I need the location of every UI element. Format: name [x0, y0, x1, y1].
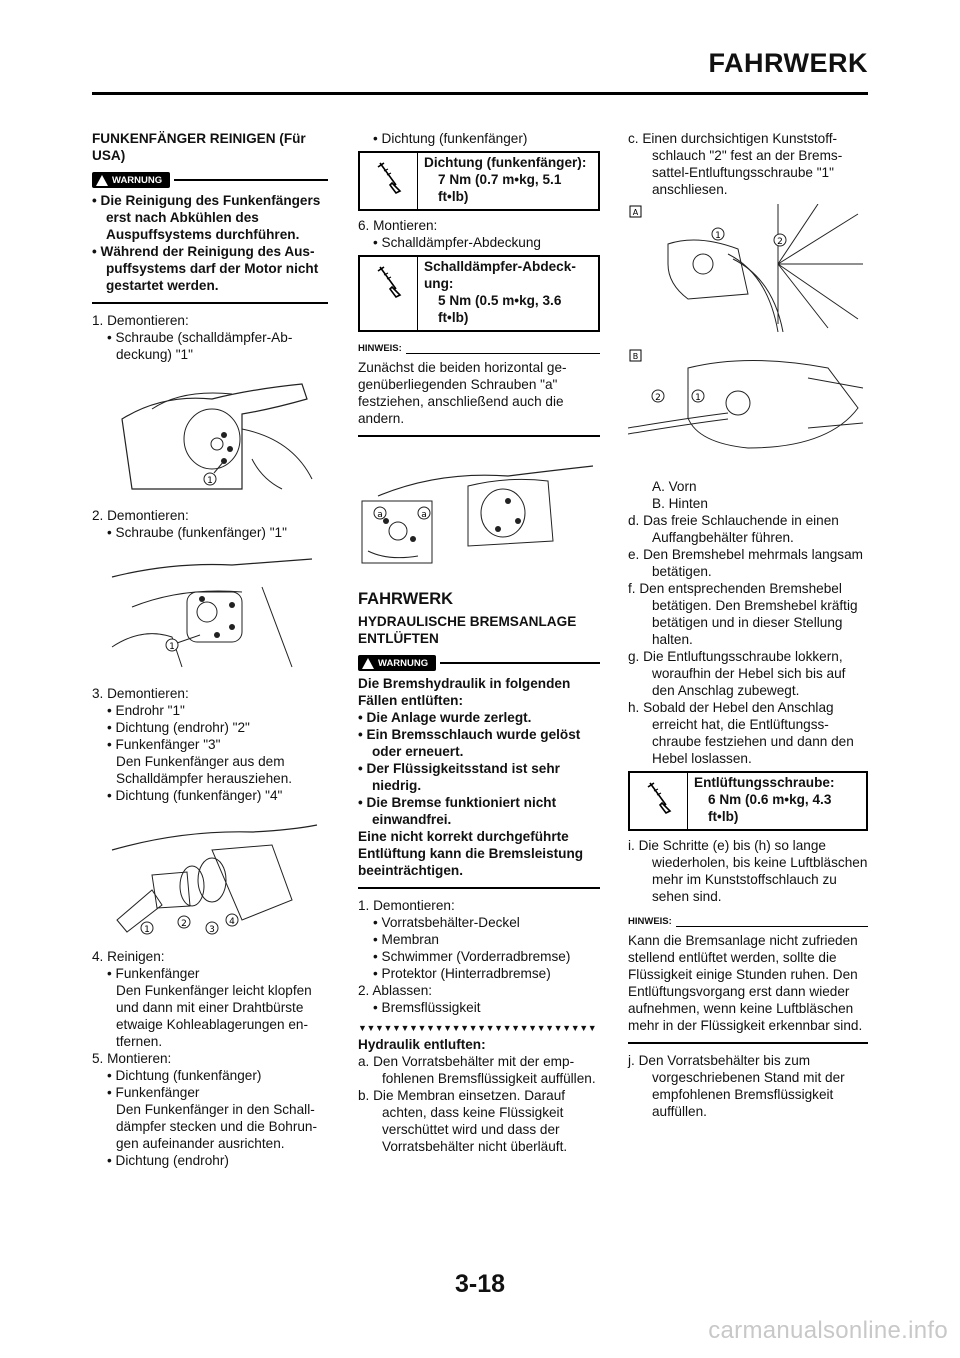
- figure-callout: 4: [229, 917, 235, 927]
- step-5-note: Den Funkenfänger in den Schalldämpfer stecken und die Bohrungen aufeinander ausrichten.: [116, 1102, 318, 1151]
- step-1: 1. Demontieren:: [92, 313, 189, 328]
- figure-spark-arrester-exploded: [92, 810, 328, 938]
- step-1: 1. Demontieren:: [358, 898, 455, 913]
- step-1-item: • Schraube (schalldämpfer-Abdeckung) "1": [107, 330, 293, 362]
- figure-callout: 1: [169, 642, 175, 652]
- figure-callout: 1: [207, 476, 213, 486]
- spec-title: Entlüftungsschraube:: [694, 775, 835, 790]
- torque-spec-box: [628, 771, 868, 831]
- figure-front-brake-caliper: [628, 204, 868, 332]
- figure-muffler-cover-screw: [92, 369, 328, 497]
- warning-triangle-icon: [96, 175, 108, 186]
- step-d: d. Das freie Schlauchende in einen Auffangbehälter führen.: [628, 513, 839, 545]
- warning-badge: [358, 655, 436, 671]
- step-5: 5. Montieren:: [92, 1051, 172, 1066]
- figure-callout: 2: [181, 919, 187, 929]
- note-header: [628, 913, 868, 930]
- step-6-item: • Schalldämpfer-Abdeckung: [373, 235, 541, 250]
- step-2: 2. Demontieren:: [92, 508, 189, 523]
- header-rule: [92, 92, 868, 95]
- figure-rear-brake-caliper: [628, 348, 868, 468]
- step-3-item: • Dichtung (endrohr) "2": [107, 720, 250, 735]
- torque-wrench-icon: [360, 257, 418, 330]
- spec-title: Schalldämpfer-Abdeckung:: [424, 259, 576, 291]
- step-5-item: • Dichtung (funkenfänger): [107, 1068, 262, 1083]
- warning-end-rule: [358, 887, 600, 889]
- torque-spec-box: [358, 151, 600, 211]
- page-number: 3-18: [454, 1270, 506, 1298]
- legend-front: A. Vorn: [652, 479, 697, 494]
- section-heading-chassis: FAHRWERK: [358, 590, 454, 608]
- note-header: [358, 340, 600, 357]
- warning-intro: Die Bremshydraulik in folgenden Fällen entlüften:: [358, 676, 571, 708]
- note-label: HINWEIS:: [358, 343, 402, 354]
- warning-triangle-icon: [362, 658, 374, 669]
- warning-label: WARNUNG: [378, 657, 429, 669]
- figure-callout: 2: [777, 237, 783, 247]
- warning-rule: [174, 179, 328, 181]
- step-5-item: • Dichtung (endrohr): [107, 1153, 229, 1168]
- torque-wrench-icon: [630, 773, 688, 829]
- step-6: 6. Montieren:: [358, 218, 438, 233]
- figure-callout: a: [377, 510, 383, 520]
- note-rule: [406, 353, 600, 355]
- figure-label-b: B: [632, 352, 639, 361]
- note-label: HINWEIS:: [628, 916, 672, 927]
- warning-header: [358, 655, 600, 671]
- step-3-item: • Funkenfänger "3": [107, 737, 221, 752]
- warning-item: • Die Anlage wurde zerlegt.: [358, 710, 532, 725]
- step-f: f. Den entsprechenden Bremshebel betätigen. Den Bremshebel kräftig betätigen und in dieser Stellung halten.: [628, 581, 858, 647]
- step-5-item: • Funkenfänger: [107, 1085, 200, 1100]
- warning-item: • Die Reinigung des Funkenfängers erst nach Abkühlen des Auspuffsystems durchführen.: [92, 193, 321, 242]
- warning-label: WARNUNG: [112, 174, 163, 186]
- warning-item: • Die Bremse funktioniert nicht einwandfrei.: [358, 795, 557, 827]
- step-c: c. Einen durchsichtigen Kunststoffschlauch "2" fest an der Bremssattel-Entluftungsschraube "1" anschliesen.: [628, 131, 843, 197]
- column-1: [92, 130, 328, 1169]
- torque-spec-box: [358, 255, 600, 332]
- note-end-rule: [628, 1042, 868, 1044]
- step-g: g. Die Entluftungsschraube lokkern, woraufhin der Hebel sich bis auf den Anschlag zubewegt.: [628, 649, 846, 698]
- step-3-note: Den Funkenfänger aus dem Schalldämpfer herausziehen.: [116, 754, 293, 786]
- watermark: carmanualsonline.info: [708, 1317, 948, 1344]
- step-3-item: • Dichtung (funkenfänger) "4": [107, 788, 283, 803]
- spec-value: 5 Nm (0.5 m•kg, 3.6 ft•lb): [438, 293, 562, 325]
- note-text: Kann die Bremsanlage nicht zufrieden stellend entlüftet werden, sollte die Flüssigkeit einige Stunden ruhen. Den Entlüftungsvorgang erst dann wieder aufnehmen, wenn keine Luftbläschen mehr in der Flüssigkeit erkennbar sind.: [628, 933, 863, 1033]
- legend-rear: B. Hinten: [652, 496, 708, 511]
- figure-callout: 1: [695, 393, 701, 403]
- warning-badge: [92, 172, 170, 188]
- figure-callout: 1: [715, 231, 721, 241]
- step-1-item: • Vorratsbehälter-Deckel: [373, 915, 520, 930]
- figure-callout: 1: [144, 925, 150, 935]
- procedure-start-marker: ▼▼▼▼▼▼▼▼▼▼▼▼▼▼▼▼▼▼▼▼▼▼▼▼▼▼▼▼: [358, 1023, 597, 1033]
- step-1-item: • Membran: [373, 932, 439, 947]
- step-h: h. Sobald der Hebel den Anschlag erreicht hat, die Entlüftungsschraube festziehen und dann den Hebel loslassen.: [628, 700, 854, 766]
- step-3: 3. Demontieren:: [92, 686, 189, 701]
- section-title-brake-bleeding: HYDRAULISCHE BREMSANLAGE ENTLÜFTEN: [358, 614, 577, 646]
- note-text: Zunächst die beiden horizontal gegenüberliegenden Schrauben "a" festziehen, anschließend auch die andern.: [358, 360, 567, 426]
- step-2-item: • Bremsflüssigkeit: [373, 1000, 481, 1015]
- figure-label-a: A: [632, 208, 639, 217]
- figure-callout: 3: [209, 925, 215, 935]
- warning-outro: Eine nicht korrekt durchgeführte Entlüftung kann die Bremsleistung beeinträchtigen.: [358, 829, 584, 878]
- spec-title: Dichtung (funkenfänger):: [424, 155, 587, 170]
- step-a: a. Den Vorratsbehälter mit der empfohlenen Bremsflüssigkeit auffüllen.: [358, 1054, 596, 1086]
- warning-item: • Ein Bremsschlauch wurde gelöst oder erneuert.: [358, 727, 581, 759]
- spec-value: 6 Nm (0.6 m•kg, 4.3 ft•lb): [708, 792, 832, 824]
- note-rule: [676, 926, 868, 928]
- step-2: 2. Ablassen:: [358, 983, 433, 998]
- step-3-item: • Endrohr "1": [107, 703, 185, 718]
- step-e: e. Den Bremshebel mehrmals langsam betätigen.: [628, 547, 863, 579]
- warning-header: [92, 172, 328, 188]
- figure-callout: a: [421, 510, 427, 520]
- figure-muffler-cover-tightening: [358, 451, 600, 569]
- warning-item: • Der Flüssigkeitsstand ist sehr niedrig.: [358, 761, 560, 793]
- step-j: j. Den Vorratsbehälter bis zum vorgeschriebenen Stand mit der empfohlenen Bremsflüssigkeit auffüllen.: [628, 1053, 845, 1119]
- step-4-item: • Funkenfänger: [107, 966, 200, 981]
- step-1-item: • Protektor (Hinterradbremse): [373, 966, 551, 981]
- torque-wrench-icon: [360, 153, 418, 209]
- step-2-item: • Schraube (funkenfänger) "1": [107, 525, 287, 540]
- step-4: 4. Reinigen:: [92, 949, 165, 964]
- column-3: [628, 130, 868, 1120]
- note-end-rule: [358, 435, 600, 437]
- figure-callout: 2: [655, 393, 661, 403]
- step-4-note: Den Funkenfänger leicht klopfen und dann mit einer Drahtbürste etwaige Kohleablagerungen entfernen.: [116, 983, 312, 1049]
- spec-value: 7 Nm (0.7 m•kg, 5.1 ft•lb): [438, 172, 562, 204]
- section-title-spark-arrester: FUNKENFÄNGER REINIGEN (Für USA): [92, 131, 306, 163]
- step-b: b. Die Membran einsetzen. Darauf achten, dass keine Flüssigkeit verschüttet wird und dass der Vorratsbehälter nicht überläuft.: [358, 1088, 568, 1154]
- warning-item: • Während der Reinigung des Auspuffsystems darf der Motor nicht gestartet werden.: [92, 244, 319, 293]
- column-2: [358, 130, 600, 1155]
- step-1-item: • Schwimmer (Vorderradbremse): [373, 949, 571, 964]
- bleed-title: Hydraulik entluften:: [358, 1037, 486, 1052]
- warning-end-rule: [92, 302, 328, 304]
- step-i: i. Die Schritte (e) bis (h) so lange wiederholen, bis keine Luftbläschen mehr im Kunststoffschlauch zu sehen sind.: [628, 838, 868, 904]
- page-header-title: FAHRWERK: [708, 48, 868, 78]
- warning-rule: [440, 662, 600, 664]
- top-item: • Dichtung (funkenfänger): [373, 131, 528, 146]
- figure-spark-arrester-screw: [92, 547, 328, 675]
